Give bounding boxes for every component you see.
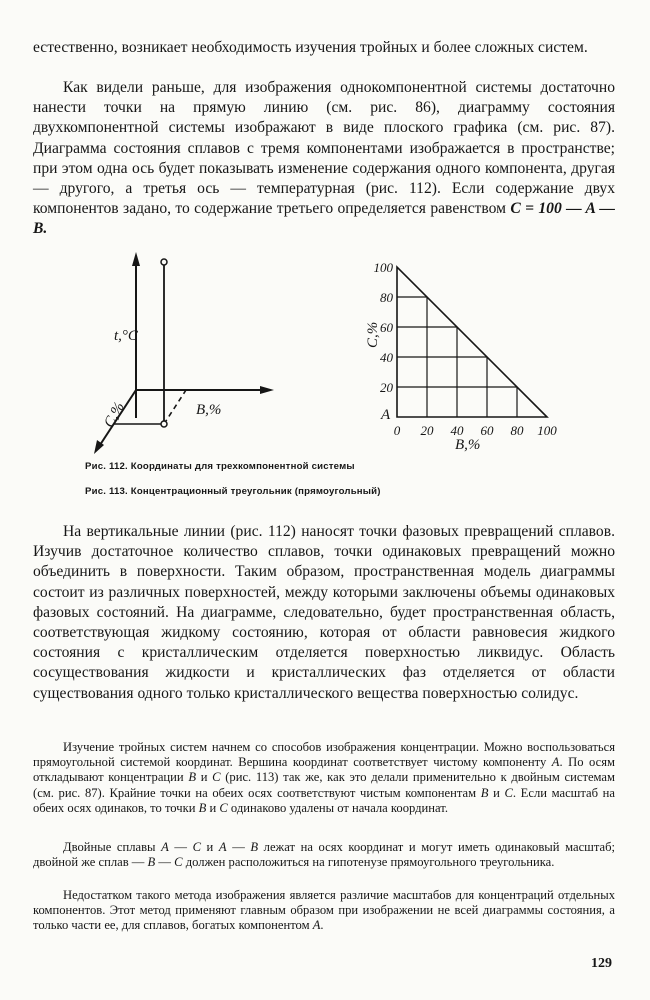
corner-label-a: A [381, 407, 391, 423]
x-tick-label: 40 [450, 423, 464, 438]
small-paragraph-3: Недостатком такого метода изображения является различие масштабов для концентраций отдельных компонентов. Этот метод применяют главным образом при изображении не всей диаграммы состояния, а только части ее, для сплавов, богатых компонентом A. [33, 888, 615, 933]
paragraph-3: На вертикальные линии (рис. 112) наносят точки фазовых превращений сплавов. Изучив достаточное количество сплавов, точки одинаковых превращений можно объединить в поверхности. Таким образом, пространственная модель диаграммы состоит из различных поверхностей, между которыми заключены объемы одинаковых фазовых состояний. На диаграмме, следовательно, будет пространственная область, соответствующая жидкому состоянию, которая от области равновесия жидкого состояния с кристаллическим отделяется поверхностью ликвидус. Область сосуществования жидкости и кристаллических фаз отделяется от области существования одного только кристаллического вещества поверхностью солидус. [33, 523, 615, 702]
triangle-outline [397, 267, 547, 417]
y-tick-label: 60 [380, 320, 393, 335]
page-number: 129 [591, 956, 612, 971]
caption-113: Рис. 113. Концентрационный треугольник (прямоугольный) [85, 486, 381, 497]
x-axis-label: B,% [455, 437, 481, 453]
b-axis-arrow [260, 386, 274, 394]
y-tick-label: 40 [380, 350, 393, 365]
projection-dash [164, 390, 186, 424]
y-tick-label: 100 [373, 260, 393, 275]
x-tick-label: 80 [510, 423, 524, 438]
paragraph-intro: естественно, возникает необходимость изучения тройных и более сложных систем. [33, 39, 588, 56]
x-tick-label: 0 [393, 423, 401, 438]
axis-label-c: C,% [101, 399, 128, 431]
paragraph-2-text: Как видели раньше, для изображения однокомпонентной системы достаточно нанести точки на прямую линию (см. рис. 86), диаграмму состояния двухкомпонентной системы изображают в виде плоского графика (см. рис. 87). Диаграмма состояния сплавов с тремя компонентами изображается в пространстве; при этом одна ось будет показывать изменение содержания одного компонента, другая — другого, а третья ось — температурная (рис. 112). Если содержание двух компонентов задано, то содержание третьего определяется равенством [33, 79, 615, 218]
x-tick-label: 60 [480, 423, 494, 438]
caption-112: Рис. 112. Координаты для трехкомпонентной системы [85, 461, 355, 472]
axis-label-b: B,% [196, 402, 222, 418]
paragraph-2 [33, 78, 615, 240]
alloy-point-bottom [161, 421, 167, 427]
y-tick-label: 80 [380, 290, 393, 305]
small-paragraph-1: Изучение тройных систем начнем со способов изображения концентрации. Можно воспользоваться прямоугольной системой координат. Вершина координат соответствует чистому компоненту A. По осям откладывают концентрации B и C (рис. 113) так же, как это делали применительно к двойным системам (см. рис. 87). Крайние точки на обеих осях соответствуют чистым компонентам B и C. Если масштаб на обеих осях одинаков, то точки B и C одинаково удалены от начала координат. [33, 740, 615, 815]
t-axis-arrow [132, 252, 140, 266]
small-paragraph-2: Двойные сплавы A — C и A — B лежат на осях координат и могут иметь одинаковый масштаб; двойной же сплав — B — C должен расположиться на гипотенузе прямоугольного треугольника. [33, 840, 616, 870]
x-tick-label: 100 [537, 423, 557, 438]
formula: C = 100 — A — B. [33, 200, 615, 238]
figure-112 [80, 248, 290, 463]
alloy-point-top [161, 259, 167, 265]
axis-label-t: t,°C [114, 328, 138, 344]
figure-113 [355, 253, 570, 455]
y-tick-label: 20 [380, 380, 393, 395]
x-tick-label: 20 [420, 423, 434, 438]
y-axis-label: C,% [365, 321, 381, 348]
